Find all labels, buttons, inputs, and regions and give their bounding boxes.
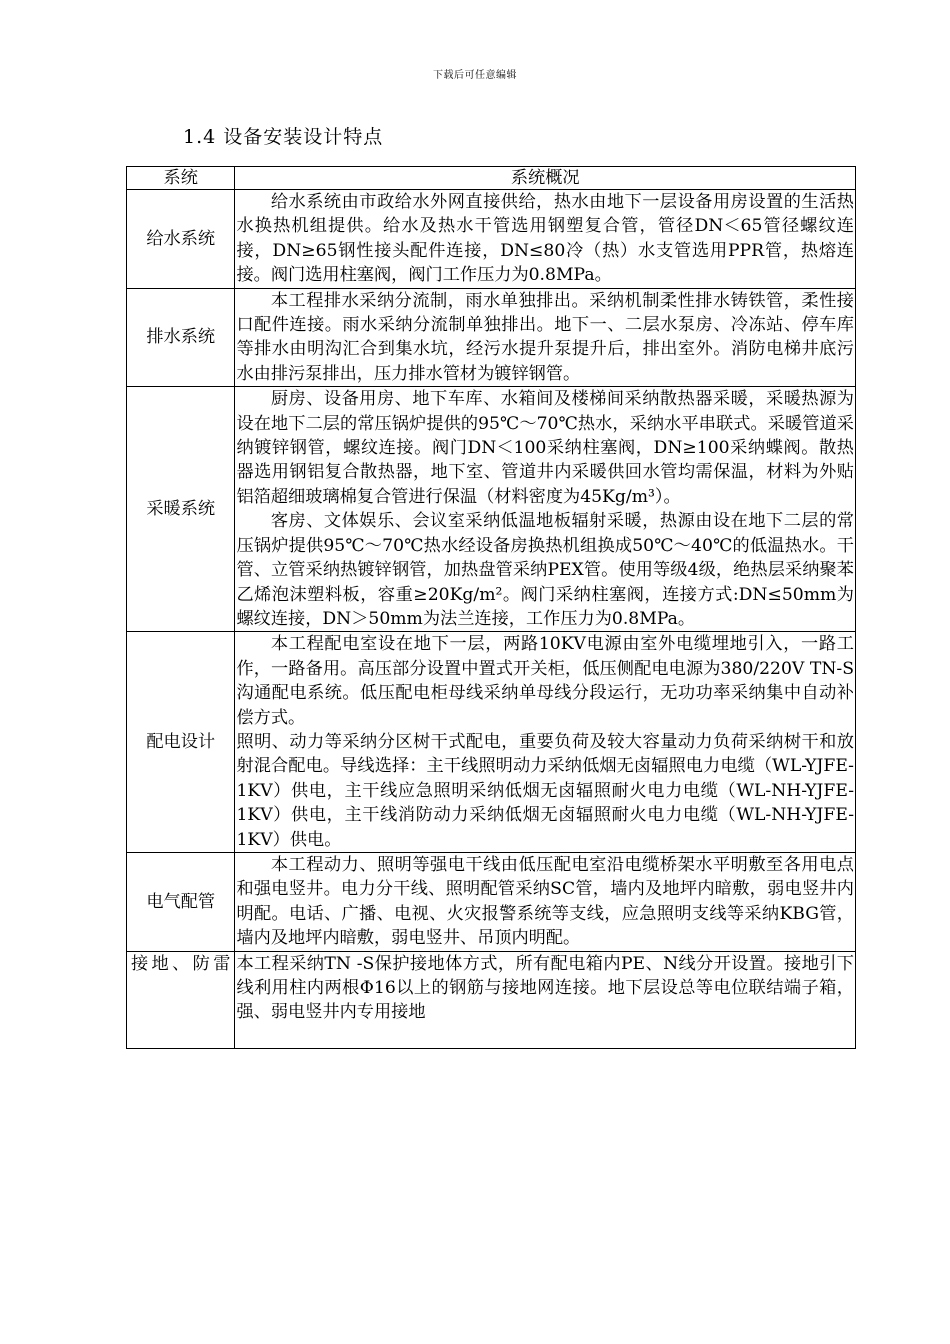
column-header-system: 系统	[127, 167, 235, 190]
system-description-cell	[235, 387, 856, 632]
table-row	[127, 951, 856, 1048]
system-name-cell: 排水系统	[127, 288, 235, 387]
table-row	[127, 288, 856, 387]
description-paragraph: 本工程采纳TN -S保护接地体方式，所有配电箱内PE、N线分开设置。接地引下线利用柱内两根Φ16以上的钢筋与接地网连接。地下层设总等电位联结端子箱，强、弱电竖井内专用接地	[236, 953, 854, 1023]
description-paragraph: 照明、动力等采纳分区树干式配电，重要负荷及较大容量动力负荷采纳树干和放射混合配电。导线选择：主干线照明动力采纳低烟无卤辐照电力电缆（WL-YJFE-1KV）供电，主干线应急照明采纳低烟无卤辐照耐火电力电缆（WL-NH-YJFE-1KV）供电，主干线消防动力采纳低烟无卤辐照耐火电力电缆（WL-NH-YJFE-1KV）供电。	[236, 731, 854, 850]
system-description-cell	[235, 190, 856, 289]
equipment-spec-table	[126, 166, 856, 1049]
description-paragraph: 客房、文体娱乐、会议室采纳低温地板辐射采暖，热源由设在地下二层的常压锅炉提供95℃～70℃热水经设备房换热机组换成50℃～40℃的低温热水。干管、立管采纳热镀锌钢管，加热盘管采纳PEX管。使用等级4级，绝热层采纳聚苯乙烯泡沫塑料板，容重≥20Kg/m²。阀门采纳柱塞阀，连接方式:DN≤50mm为螺纹连接，DN＞50mm为法兰连接，工作压力为0.8MPa。	[236, 511, 854, 629]
system-name-cell: 给水系统	[127, 190, 235, 289]
description-paragraph: 本工程排水采纳分流制，雨水单独排出。采纳机制柔性排水铸铁管，柔性接口配件连接。雨水采纳分流制单独排出。地下一、二层水泵房、冷冻站、停车库等排水由明沟汇合到集水坑，经污水提升泵提升后，排出室外。消防电梯井底污水由排污泵排出，压力排水管材为镀锌钢管。	[236, 290, 854, 384]
system-description-cell	[235, 951, 856, 1048]
table-row	[127, 190, 856, 289]
system-description-cell	[235, 288, 856, 387]
system-name-cell: 电气配管	[127, 852, 235, 951]
description-paragraph: 本工程配电室设在地下一层，两路10KV电源由室外电缆埋地引入，一路工作，一路备用。高压部分设置中置式开关柜，低压侧配电电源为380/220V TN-S沟通配电系统。低压配电柜母线采纳单母线分段运行，无功功率采纳集中自动补偿方式。	[236, 634, 854, 728]
description-paragraph: 厨房、设备用房、地下车库、水箱间及楼梯间采纳散热器采暖，采暖热源为设在地下二层的常压锅炉提供的95℃～70℃热水，采纳水平串联式。采暖管道采纳镀锌钢管，螺纹连接。阀门DN＜100采纳柱塞阀，DN≥100采纳蝶阀。散热器选用钢铝复合散热器，地下室、管道井内采暖供回水管均需保温，材料为外贴铝箔超细玻璃棉复合管进行保温（材料密度为45Kg/m³）。	[236, 389, 854, 507]
description-paragraph: 本工程动力、照明等强电干线由低压配电室沿电缆桥架水平明敷至各用电点和强电竖井。电力分干线、照明配管采纳SC管，墙内及地坪内暗敷，弱电竖井内明配。电话、广播、电视、火灾报警系统等支线，应急照明支线等采纳KBG管，墙内及地坪内暗敷，弱电竖井、吊顶内明配。	[236, 854, 854, 949]
column-header-overview: 系统概况	[235, 167, 856, 190]
table-row	[127, 852, 856, 951]
system-description-cell	[235, 852, 856, 951]
table-header-row	[127, 167, 856, 190]
system-name-cell: 配电设计	[127, 632, 235, 853]
section-title: 1.4 设备安装设计特点	[183, 126, 384, 148]
description-paragraph: 给水系统由市政给水外网直接供给，热水由地下一层设备用房设置的生活热水换热机组提供。给水及热水干管选用钢塑复合管，管径DN＜65管径螺纹连接，DN≥65钢性接头配件连接，DN≤80冷（热）水支管选用PPR管，热熔连接。阀门选用柱塞阀，阀门工作压力为0.8MPa。	[236, 192, 854, 286]
table-row	[127, 632, 856, 853]
system-name-cell: 接地、防雷	[127, 951, 235, 1048]
table-row	[127, 387, 856, 632]
page-header-note: 下载后可任意编辑	[433, 70, 517, 81]
system-name-cell: 采暖系统	[127, 387, 235, 632]
system-description-cell	[235, 632, 856, 853]
